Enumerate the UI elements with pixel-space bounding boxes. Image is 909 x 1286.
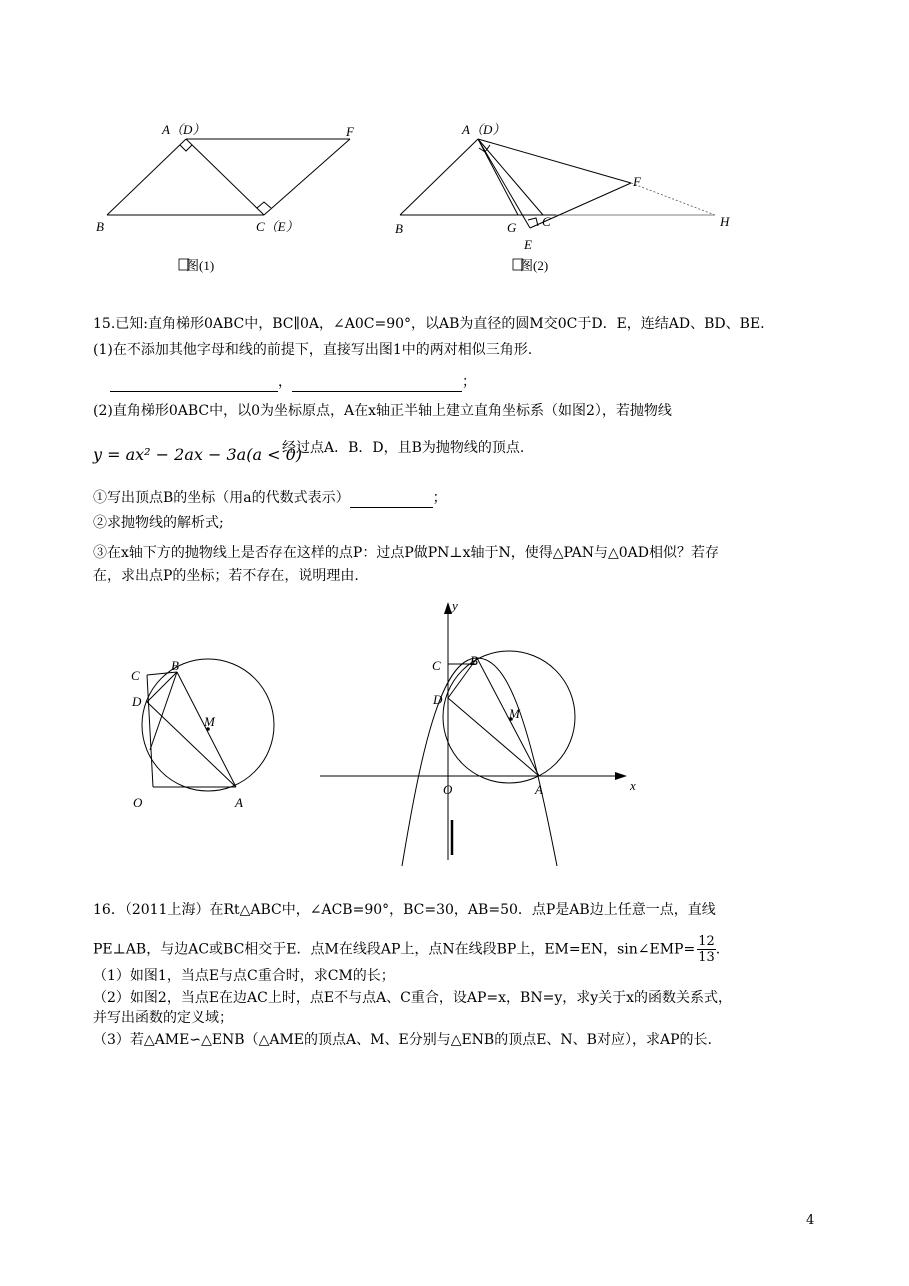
figure-circle-trapezoid xyxy=(125,655,285,815)
label-b: B xyxy=(470,653,478,668)
q15-sub3-line1: ③在x轴下方的抛物线上是否存在这样的点P：过点P做PN⊥x轴于N，使得△PAN与△0AD相似？若存 xyxy=(93,545,719,561)
label-b: B xyxy=(395,221,403,236)
q16-part3: （3）若△AME∽△ENB（△AME的顶点A、M、E分别与△ENB的顶点E、N、B对应），求AP的长. xyxy=(93,1032,712,1048)
page-number: 4 xyxy=(806,1213,815,1228)
label-e: E xyxy=(524,237,532,252)
q16-line2-end: . xyxy=(715,941,721,958)
caption-fig1: 图(1) xyxy=(186,258,215,273)
label-d: D xyxy=(132,694,142,709)
label-x: x xyxy=(630,778,636,793)
figure-1-trapezoid xyxy=(90,118,380,278)
label-m: M xyxy=(204,714,215,729)
q15-part2: (2)直角梯形0ABC中，以0为坐标原点，A在x轴正半轴上建立直角坐标系（如图2），若抛物线 xyxy=(93,403,672,419)
label-a-d: A（D） xyxy=(162,122,206,137)
fraction-12-13 xyxy=(697,934,716,965)
label-y: y xyxy=(452,598,458,613)
sub1-text: ①写出顶点B的坐标（用a的代数式表示） xyxy=(93,490,350,506)
label-c: C xyxy=(542,214,551,229)
fraction-denominator: 13 xyxy=(698,950,715,965)
label-o: O xyxy=(133,795,143,810)
label-a: A xyxy=(535,782,543,797)
label-o: O xyxy=(443,782,453,797)
separator: ； xyxy=(462,374,476,390)
q16-line2 xyxy=(93,934,720,965)
separator: ， xyxy=(278,374,292,390)
label-c: C xyxy=(432,658,441,673)
q15-sub3-line2: 在，求出点P的坐标；若不存在，说明理由. xyxy=(93,568,359,584)
q16-line2-text: PE⊥AB，与边AC或BC相交于E．点M在线段AP上，点N在线段BP上，EM=EN，sin∠EMP= xyxy=(93,941,696,958)
label-f: F xyxy=(633,174,641,189)
label-f: F xyxy=(346,124,354,139)
answer-blank-2[interactable] xyxy=(292,377,462,392)
label-g: G xyxy=(507,220,517,235)
q15-sub2: ②求抛物线的解析式; xyxy=(93,515,224,531)
answer-blank-1[interactable] xyxy=(110,377,278,392)
label-c-e: C（E） xyxy=(256,219,299,234)
q16-part2-line2: 并写出函数的定义域； xyxy=(93,1010,233,1026)
q15-part1-answer-blanks xyxy=(110,372,476,392)
label-d: D xyxy=(433,692,443,707)
q15-formula-after: 经过点A．B．D，且B为抛物线的顶点. xyxy=(282,440,525,456)
q16-part1: （1）如图1，当点E与点C重合时，求CM的长； xyxy=(93,968,395,984)
figure-parabola-coordinates xyxy=(315,598,645,870)
q15-sub1 xyxy=(93,488,447,508)
parabola-formula: y = ax² − 2ax − 3a(a < 0) xyxy=(93,445,302,464)
caption-fig2: 图(2) xyxy=(520,258,549,273)
label-m: M xyxy=(509,706,520,721)
label-b: B xyxy=(96,219,104,234)
label-c: C xyxy=(131,668,140,683)
figure-2-trapezoid xyxy=(390,118,750,283)
fraction-numerator: 12 xyxy=(698,934,715,949)
q15-stem: 15.已知:直角梯形0ABC中，BC∥0A，∠A0C=90°，以AB为直径的圆M交0C于D．E，连结AD、BD、BE. xyxy=(93,316,765,332)
sub1-end: ； xyxy=(432,490,447,506)
label-h: H xyxy=(720,214,730,229)
label-a-d: A（D） xyxy=(462,122,506,137)
q15-part1: (1)在不添加其他字母和线的前提下，直接写出图1中的两对相似三角形. xyxy=(93,342,533,358)
q16-part2-line1: （2）如图2，当点E在边AC上时，点E不与点A、C重合，设AP=x，BN=y，求y关于x的函数关系式， xyxy=(93,990,733,1006)
q16-line1: 16．（2011上海）在Rt△ABC中，∠ACB=90°，BC=30，AB=50．点P是AB边上任意一点，直线 xyxy=(93,902,716,918)
label-a: A xyxy=(235,795,243,810)
label-b: B xyxy=(171,658,179,673)
answer-blank-3[interactable] xyxy=(350,493,433,508)
